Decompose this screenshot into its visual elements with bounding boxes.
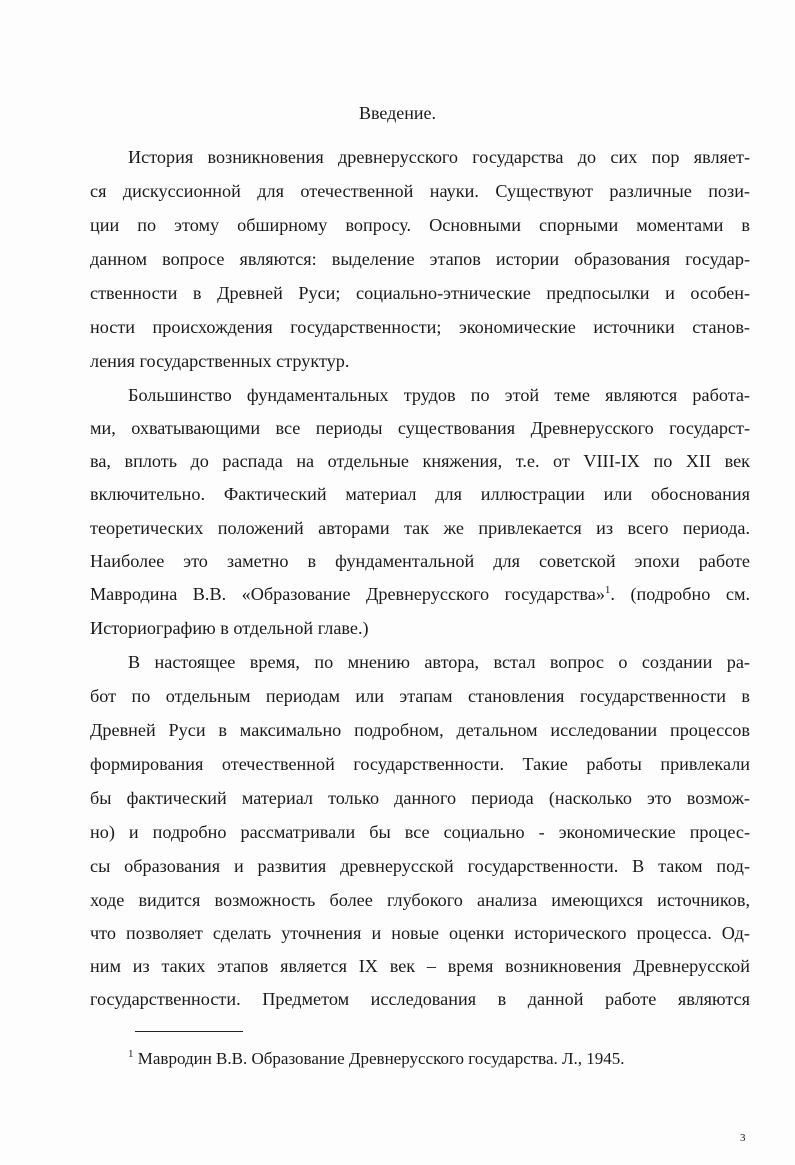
text-line-with-ref [90,582,750,606]
text-line: В настоящее время, по мнению автора, встал вопрос о создании ра- [128,652,750,672]
text-line: бы фактический материал только данного периода (насколько это возмож- [90,788,750,808]
text-line: включительно. Фактический материал для иллюстрации или обоснования [90,484,750,504]
text-line: ходе видится возможность более глубокого анализа имеющихся источников, [90,890,750,910]
text-line: формирования отечественной государственности. Такие работы привлекали [90,754,750,774]
text-line: Большинство фундаментальных трудов по этой теме являются работа- [128,385,750,405]
text-line: ственности в Древней Руси; социально-этнические предпосылки и особен- [90,283,750,303]
footnote-text: Мавродин В.В. Образование Древнерусского государства. Л., 1945. [137,1049,625,1068]
footnote [128,1047,625,1071]
text-segment: Мавродина В.В. «Образование Древнерусского государства» [90,584,605,604]
footnote-marker: 1 [128,1048,134,1060]
page-title: Введение. [358,103,437,123]
text-line: Древней Руси в максимально подробном, детальном исследовании процессов [90,720,750,740]
footnote-ref: 1 [604,584,611,596]
text-line: ним из таких этапов является IX век – время возникновения Древнерусской [90,956,750,976]
text-line: История возникновения древнерусского государства до сих пор являет- [128,147,750,167]
text-line: ления государственных структур. [90,351,350,371]
text-line: но) и подробно рассматривали бы все социально - экономические процес- [90,822,750,842]
text-line: бот по отдельным периодам или этапам становления государственности в [90,686,750,706]
text-line: ва, вплоть до распада на отдельные княжения, т.е. от VIII-IX по XII век [90,451,750,471]
text-line: Историографию в отдельной главе.) [90,618,369,638]
text-line: ся дискуссионной для отечественной науки. Существуют различные пози- [90,181,750,201]
text-line: ности происхождения государственности; экономические источники станов- [90,317,750,337]
text-line: Наиболее это заметно в фундаментальной для советской эпохи работе [90,551,750,571]
text-line: данном вопросе являются: выделение этапов истории образования государ- [90,249,750,269]
text-line: ции по этому обширному вопросу. Основными спорными моментами в [90,215,750,235]
page-number: 3 [740,1132,746,1144]
text-line: теоретических положений авторами так же привлекается из всего периода. [90,518,750,538]
text-line: ми, охватывающими все периоды существования Древнерусского государст- [90,418,750,438]
text-line: что позволяет сделать уточнения и новые оценки исторического процесса. Од- [90,923,750,943]
text-line: сы образования и развития древнерусской государственности. В таком под- [90,856,750,876]
footnote-separator [135,1031,243,1032]
text-line: государственности. Предметом исследования в данной работе являются [90,989,750,1009]
text-segment: . (подробно см. [610,584,750,604]
